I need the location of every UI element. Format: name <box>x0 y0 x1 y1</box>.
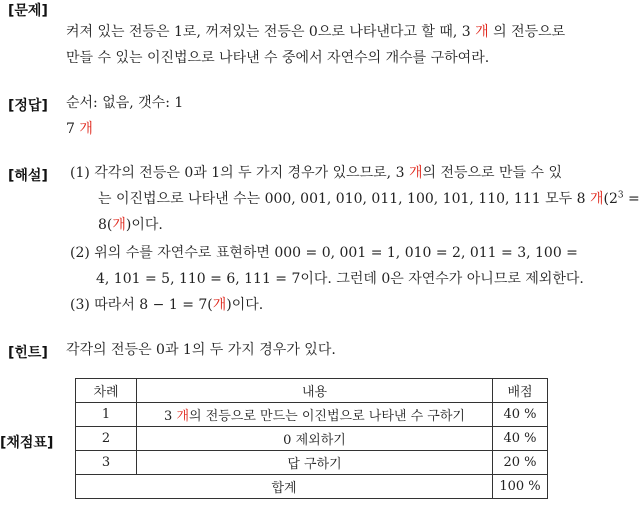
rubric-row-no: 1 <box>76 403 137 427</box>
problem-line-2: 만들 수 있는 이진법으로 나타낸 수 중에서 자연수의 개수를 구하여라. <box>66 50 490 66</box>
rubric-row-no: 2 <box>76 427 137 451</box>
rubric-total-label: 합계 <box>76 475 493 499</box>
table-row <box>76 451 548 475</box>
rubric-row-score: 40 % <box>493 427 548 451</box>
rubric-header-row <box>76 379 548 403</box>
explanation-tag: [해설] <box>8 168 48 184</box>
rubric-header-content: 내용 <box>137 379 493 403</box>
rubric-row-content: 답 구하기 <box>137 451 493 475</box>
answer-tag: [정답] <box>8 98 48 114</box>
rubric-tag: [채점표] <box>0 435 54 451</box>
rubric-total-score: 100 % <box>493 475 548 499</box>
rubric-header-no: 차례 <box>76 379 137 403</box>
table-row <box>76 427 548 451</box>
rubric-table <box>75 378 548 499</box>
answer-text <box>66 90 598 142</box>
problem-text <box>66 19 598 71</box>
explanation-item-3: (3) 따라서 8 − 1 = 7(개)이다. <box>70 297 264 313</box>
rubric-row-score: 20 % <box>493 451 548 475</box>
explanation-item-1: (1) 각각의 전등은 0과 1의 두 가지 경우가 있으므로, 3 개의 전등으로 만들 수 있 는 이진법으로 나타낸 수는 000, 001, 010, 011, 100, 101, 110, 111 모두 8 개($2^3$ = 8(개)이다. <box>70 165 640 233</box>
rubric-header-score: 배점 <box>493 379 548 403</box>
table-row <box>76 403 548 427</box>
explanation-item-2: (2) 위의 수를 자연수로 표현하면 000 = 0, 001 = 1, 010 = 2, 011 = 3, 100 = 4, 101 = 5, 110 = 6, 111 = 7이다. 그런데 0은 자연수가 아니므로 제외한다. <box>70 245 584 287</box>
answer-line-2: 7 개 <box>66 121 93 137</box>
rubric-row-score: 40 % <box>493 403 548 427</box>
problem-line-1: 켜져 있는 전등은 1로, 꺼져있는 전등은 0으로 나타낸다고 할 때, 3 개 의 전등으로 <box>66 24 566 40</box>
hint-tag: [힌트] <box>8 345 48 361</box>
rubric-total-row <box>76 475 548 499</box>
answer-line-1: 순서: 없음, 갯수: 1 <box>66 95 184 111</box>
problem-tag: [문제] <box>8 3 48 19</box>
rubric-row-no: 3 <box>76 451 137 475</box>
rubric-row-content: 0 제외하기 <box>137 427 493 451</box>
rubric-row-content: 3 개의 전등으로 만드는 이진법으로 나타낸 수 구하기 <box>137 403 493 427</box>
hint-text: 각각의 전등은 0과 1의 두 가지 경우가 있다. <box>66 342 336 358</box>
